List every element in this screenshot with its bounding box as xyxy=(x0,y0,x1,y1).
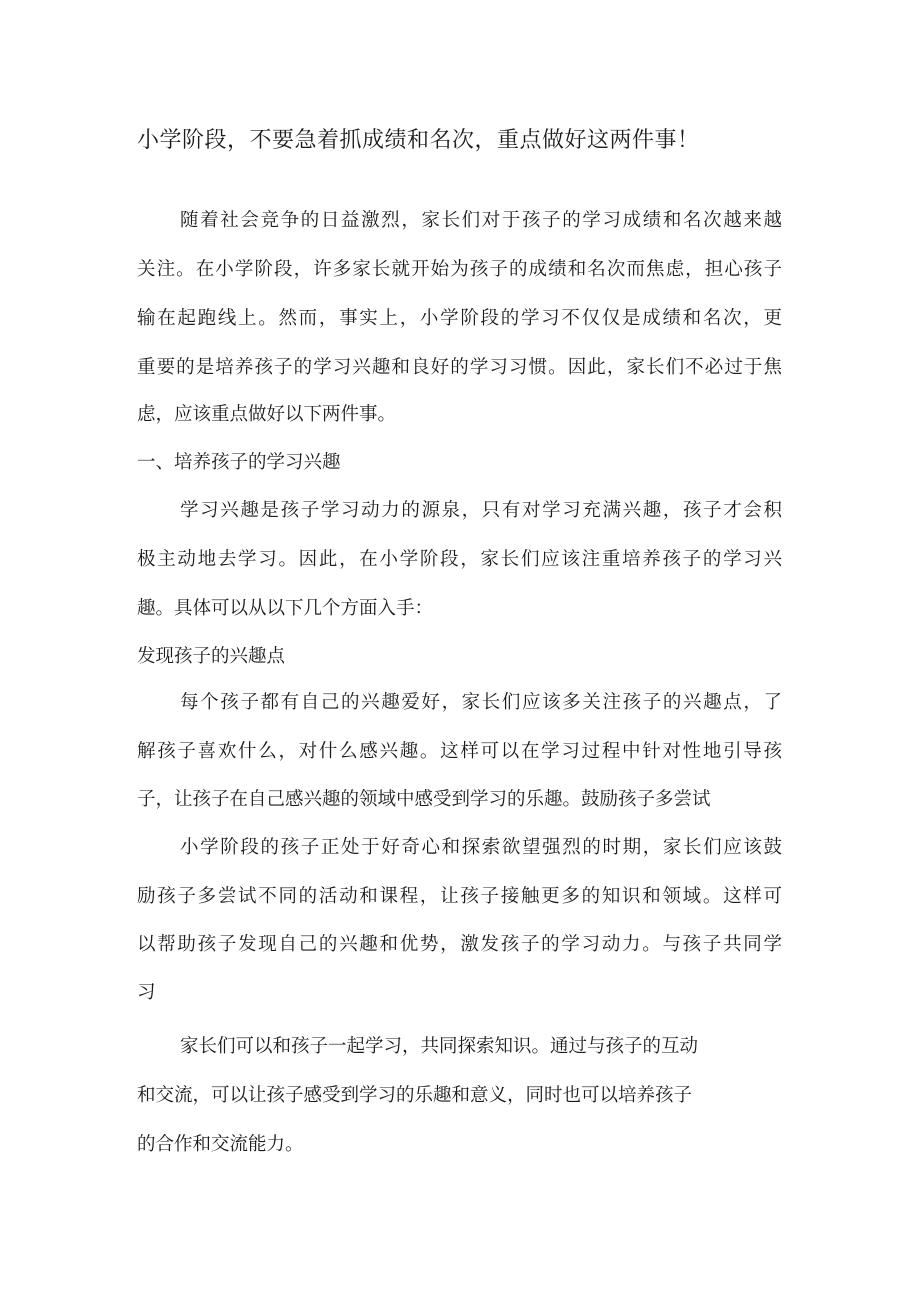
paragraph-line: 家长们可以和孩子一起学习，共同探索知识。通过与孩子的互动 xyxy=(180,1036,699,1057)
paragraph-line: 趣。具体可以从以下几个方面入手： xyxy=(137,598,434,619)
paragraph-line: 和交流，可以让孩子感受到学习的乐趣和意义，同时也可以培养孩子 xyxy=(137,1085,693,1106)
paragraph-line: 关注。在小学阶段，许多家长就开始为孩子的成绩和名次而焦虑，担心孩子 xyxy=(137,259,782,280)
paragraph-line: 输在起跑线上。然而，事实上，小学阶段的学习不仅仅是成绩和名次，更 xyxy=(137,308,782,329)
paragraph-line: 小学阶段的孩子正处于好奇心和探索欲望强烈的时期，家长们应该鼓 xyxy=(180,837,782,858)
paragraph-line: 虑，应该重点做好以下两件事。 xyxy=(137,404,397,425)
paragraph-line: 以帮助孩子发现自己的兴趣和优势，激发孩子的学习动力。与孩子共同学 xyxy=(137,934,782,955)
paragraph-line: 的合作和交流能力。 xyxy=(137,1134,304,1155)
paragraph-line: 解孩子喜欢什么，对什么感兴趣。这样可以在学习过程中针对性地引导孩 xyxy=(137,741,782,762)
paragraph-line: 学习兴趣是孩子学习动力的源泉，只有对学习充满兴趣，孩子才会积 xyxy=(180,500,782,521)
paragraph-line: 子，让孩子在自己感兴趣的领域中感受到学习的乐趣。鼓励孩子多尝试 xyxy=(137,789,711,810)
subsection-heading: 发现孩子的兴趣点 xyxy=(137,646,286,667)
paragraph-line: 极主动地去学习。因此，在小学阶段，家长们应该注重培养孩子的学习兴 xyxy=(137,549,782,570)
paragraph-line: 每个孩子都有自己的兴趣爱好，家长们应该多关注孩子的兴趣点，了 xyxy=(180,692,782,713)
paragraph-line: 励孩子多尝试不同的活动和课程，让孩子接触更多的知识和领域。这样可 xyxy=(137,886,782,907)
paragraph-line: 重要的是培养孩子的学习兴趣和良好的学习习惯。因此，家长们不必过于焦 xyxy=(137,357,782,378)
paragraph-line: 习 xyxy=(137,982,156,1003)
section-heading: 一、培养孩子的学习兴趣 xyxy=(137,452,341,473)
document-title: 小学阶段，不要急着抓成绩和名次，重点做好这两件事！ xyxy=(137,128,700,153)
paragraph-line: 随着社会竞争的日益激烈，家长们对于孩子的学习成绩和名次越来越 xyxy=(180,210,782,231)
